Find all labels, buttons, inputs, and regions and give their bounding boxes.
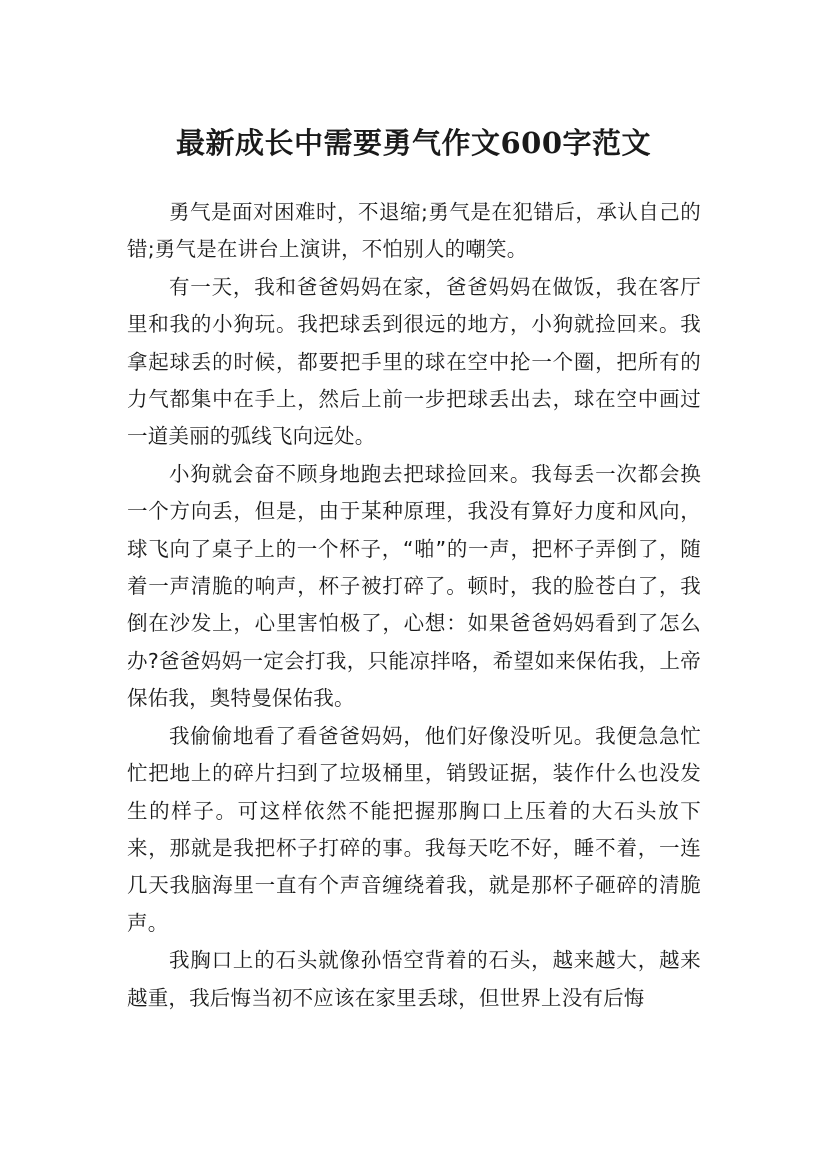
document-title: 最新成长中需要勇气作文600字范文: [175, 126, 652, 161]
paragraph-3: 小狗就会奋不顾身地跑去把球捡回来。我每丢一次都会换一个方向丢，但是，由于某种原理，我没有算好力度和风向，球飞向了桌子上的一个杯子，“啪”的一声，把杯子弄倒了，随着一声清脆的响声，杯子被打碎了。顿时，我的脸苍白了，我倒在沙发上，心里害怕极了，心想：如果爸爸妈妈看到了怎么办?爸爸妈妈一定会打我，只能凉拌咯，希望如来保佑我，上帝保佑我，奥特曼保佑我。: [127, 461, 701, 711]
paragraph-1: 勇气是面对困难时，不退缩;勇气是在犯错后，承认自己的错;勇气是在讲台上演讲，不怕别人的嘲笑。: [127, 200, 701, 262]
paragraph-5: 我胸口上的石头就像孙悟空背着的石头，越来越大，越来越重，我后悔当初不应该在家里丢球，但世界上没有后悔: [127, 948, 701, 1010]
document-body: [127, 194, 701, 1017]
paragraph-4: 我偷偷地看了看爸爸妈妈，他们好像没听见。我便急急忙忙把地上的碎片扫到了垃圾桶里，销毁证据，装作什么也没发生的样子。可这样依然不能把握那胸口上压着的大石头放下来，那就是我把杯子打碎的事。我每天吃不好，睡不着，一连几天我脑海里一直有个声音缠绕着我，就是那杯子砸碎的清脆声。: [127, 723, 701, 935]
paragraph-2: 有一天，我和爸爸妈妈在家，爸爸妈妈在做饭，我在客厅里和我的小狗玩。我把球丢到很远的地方，小狗就捡回来。我拿起球丢的时候，都要把手里的球在空中抡一个圈，把所有的力气都集中在手上，然后上前一步把球丢出去，球在空中画过一道美丽的弧线飞向远处。: [127, 274, 701, 449]
